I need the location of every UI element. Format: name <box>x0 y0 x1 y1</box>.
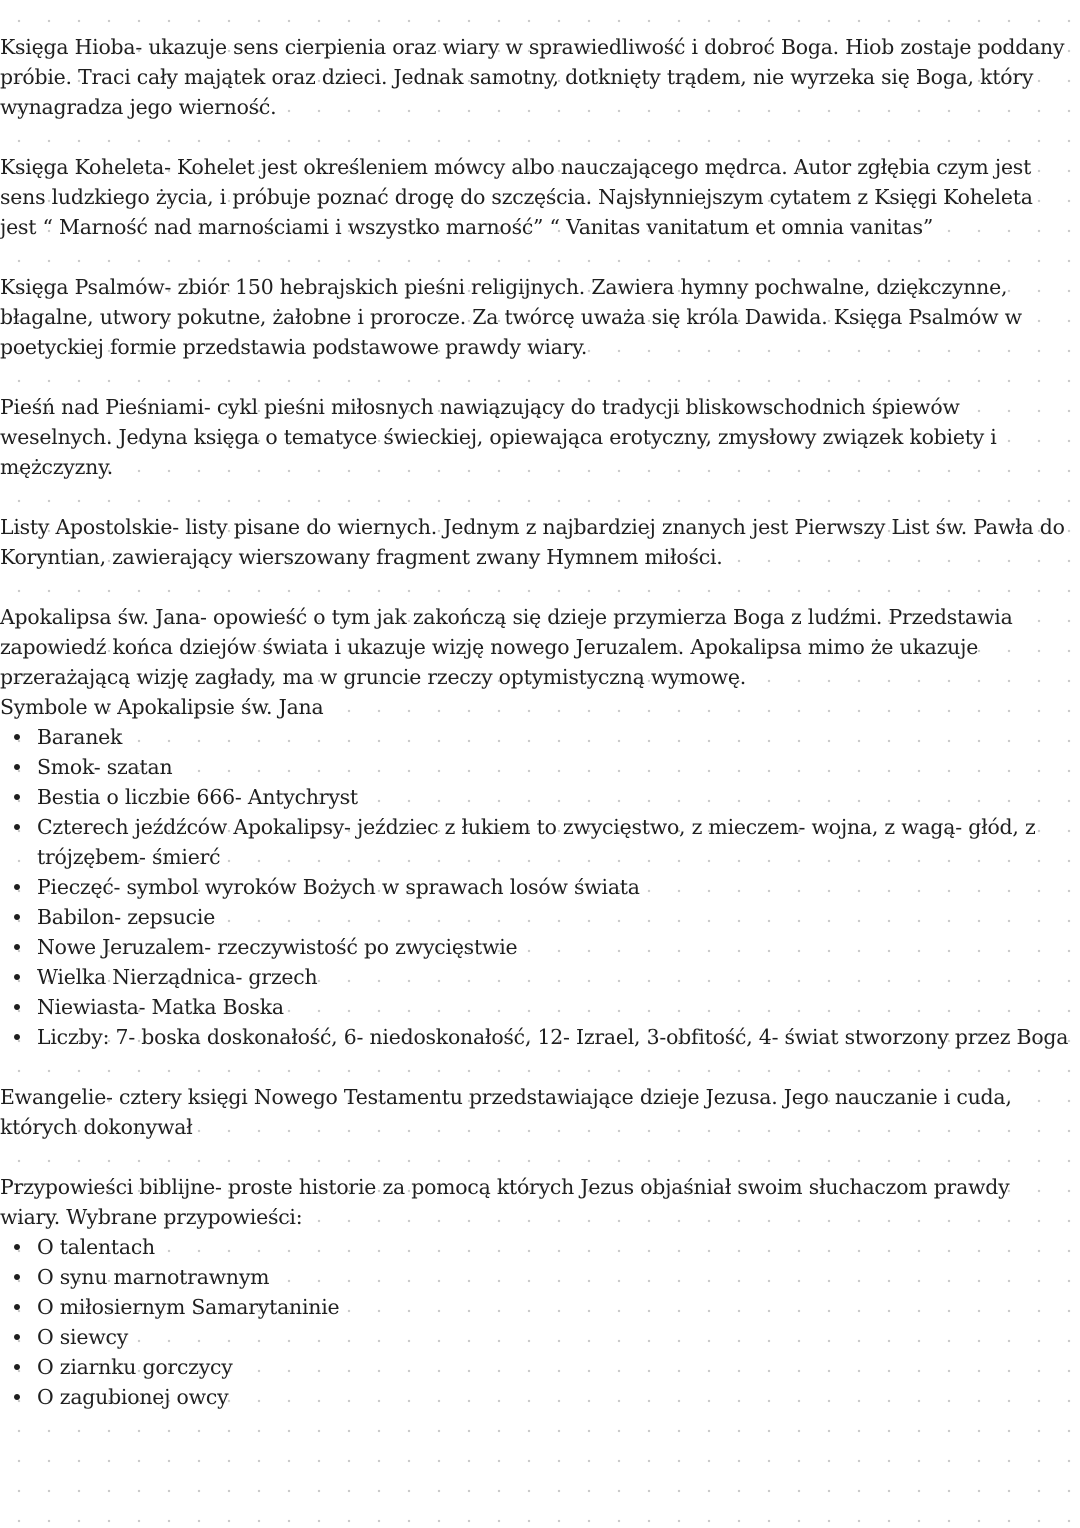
list-item: Niewiasta- Matka Boska <box>0 992 1072 1022</box>
symbols-list <box>0 722 1072 1052</box>
list-item: Baranek <box>0 722 1072 752</box>
paragraph-listy-apostolskie: Listy Apostolskie- listy pisane do wiernych. Jednym z najbardziej znanych jest Pierwszy List św. Pawła do Koryntian, zawierający wierszowany fragment zwany Hymnem miłości. <box>0 515 1065 569</box>
paragraph-ksiega-hioba: Księga Hioba- ukazuje sens cierpienia oraz wiary w sprawiedliwość i dobroć Boga. Hiob zostaje poddany próbie. Traci cały majątek oraz dzieci. Jednak samotny, dotknięty trądem, nie wyrzeka się Boga, który wynagradza jego wierność. <box>0 35 1065 119</box>
list-item: O talentach <box>0 1232 1072 1262</box>
paragraph-ksiega-koheleta: Księga Koheleta- Kohelet jest określeniem mówcy albo nauczającego mędrca. Autor zgłębia czym jest sens ludzkiego życia, i próbuje poznać drogę do szczęścia. Najsłynniejszym cytatem z Księgi Koheleta jest “ Marność nad marnościami i wszystko marność” “ Vanitas vanitatum et omnia vanitas” <box>0 155 1033 239</box>
list-item: Smok- szatan <box>0 752 1072 782</box>
paragraph-przypowiesci: Przypowieści biblijne- proste historie za pomocą których Jezus objaśniał swoim słuchaczom prawdy wiary. Wybrane przypowieści: <box>0 1175 1010 1229</box>
section-ksiega-koheleta <box>0 152 1072 242</box>
section-apokalipsa <box>0 602 1072 1052</box>
list-item: O zagubionej owcy <box>0 1382 1072 1412</box>
symbols-list-title: Symbole w Apokalipsie św. Jana <box>0 695 324 719</box>
list-item: O ziarnku gorczycy <box>0 1352 1072 1382</box>
section-piesn-nad-piesniami <box>0 392 1072 482</box>
section-ksiega-psalmow <box>0 272 1072 362</box>
parables-list <box>0 1232 1072 1412</box>
list-item: Nowe Jeruzalem- rzeczywistość po zwycięstwie <box>0 932 1072 962</box>
list-item: Wielka Nierządnica- grzech <box>0 962 1072 992</box>
paragraph-piesn-nad-piesniami: Pieśń nad Pieśniami- cykl pieśni miłosnych nawiązujący do tradycji bliskowschodnich śpiewów weselnych. Jedyna księga o tematyce świeckiej, opiewająca erotyczny, zmysłowy związek kobiety i mężczyzny. <box>0 395 997 479</box>
list-item: Liczby: 7- boska doskonałość, 6- niedoskonałość, 12- Izrael, 3-obfitość, 4- świat stworzony przez Boga <box>0 1022 1072 1052</box>
list-item: Pieczęć- symbol wyroków Bożych w sprawach losów świata <box>0 872 1072 902</box>
paragraph-ksiega-psalmow: Księga Psalmów- zbiór 150 hebrajskich pieśni religijnych. Zawiera hymny pochwalne, dziękczynne, błagalne, utwory pokutne, żałobne i prorocze. Za twórcę uważa się króla Dawida. Księga Psalmów w poetyckiej formie przedstawia podstawowe prawdy wiary. <box>0 275 1022 359</box>
section-przypowiesci <box>0 1172 1072 1412</box>
list-item: O synu marnotrawnym <box>0 1262 1072 1292</box>
list-item: O miłosiernym Samarytaninie <box>0 1292 1072 1322</box>
section-ewangelie <box>0 1082 1072 1142</box>
list-item: O siewcy <box>0 1322 1072 1352</box>
section-ksiega-hioba <box>0 32 1072 122</box>
list-item: Czterech jeźdźców Apokalipsy- jeździec z łukiem to zwycięstwo, z mieczem- wojna, z wagą- głód, z trójzębem- śmierć <box>0 812 1072 872</box>
paragraph-ewangelie: Ewangelie- cztery księgi Nowego Testamentu przedstawiające dzieje Jezusa. Jego nauczanie i cuda, których dokonywał <box>0 1085 1012 1139</box>
list-item: Babilon- zepsucie <box>0 902 1072 932</box>
paragraph-apokalipsa: Apokalipsa św. Jana- opowieść o tym jak zakończą się dzieje przymierza Boga z ludźmi. Przedstawia zapowiedź końca dziejów świata i ukazuje wizję nowego Jeruzalem. Apokalipsa mimo że ukazuje przerażającą wizję zagłady, ma w gruncie rzeczy optymistyczną wymowę. <box>0 605 1013 689</box>
section-listy-apostolskie <box>0 512 1072 572</box>
list-item: Bestia o liczbie 666- Antychryst <box>0 782 1072 812</box>
